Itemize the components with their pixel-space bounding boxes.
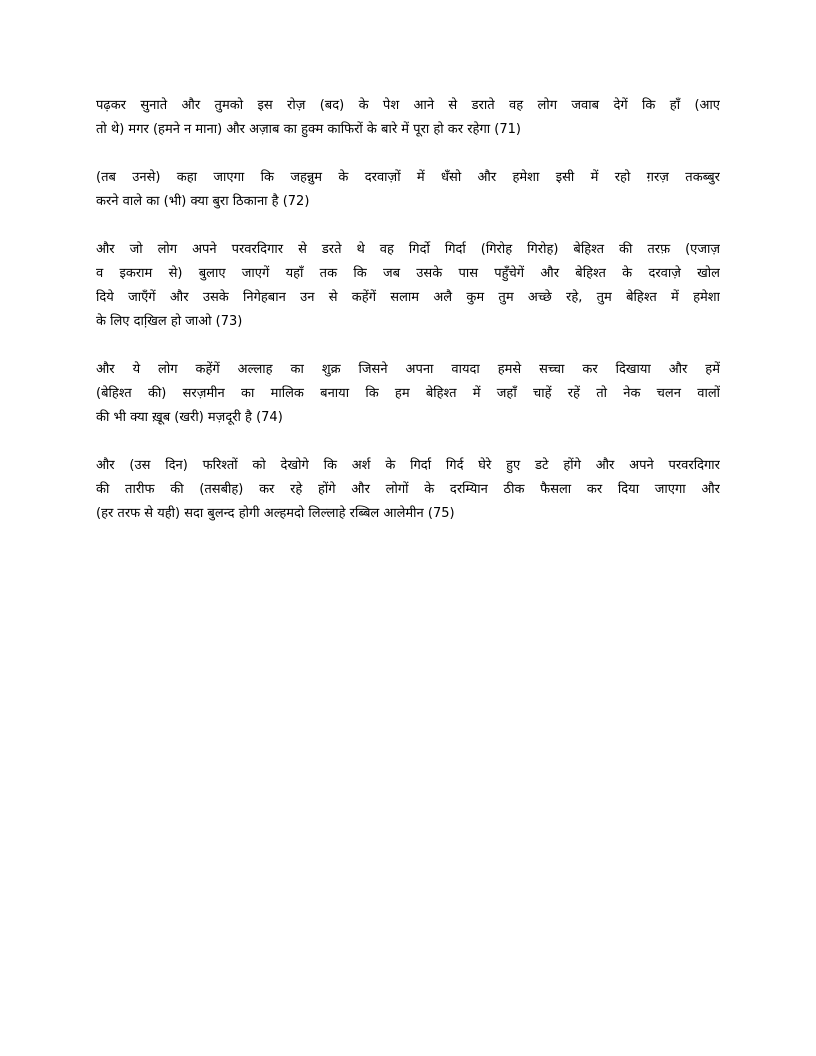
text-line: दिये जाएँगें और उसके निगेहबान उन से कहेंगें सलाम अलै कुम तुम अच्छे रहे, तुम बेहिश्त में हमेशा — [96, 290, 720, 305]
text-line: की तारीफ की (तसबीह) कर रहे होंगे और लोगों के दरम्यिान ठीक फैसला कर दिया जाएगा और — [96, 482, 720, 497]
paragraph-verse-71 — [96, 94, 720, 142]
paragraph-verse-72 — [96, 166, 720, 214]
paragraph-verse-75 — [96, 454, 720, 526]
text-line: (तब उनसे) कहा जाएगा कि जहन्नुम के दरवाज़ों में धँसो और हमेशा इसी में रहो ग़रज़ तकब्बुर — [96, 170, 720, 185]
paragraph-verse-73 — [96, 238, 720, 334]
text-line: (हर तरफ से यही) सदा बुलन्द होगी अल्हमदो लिल्लाहे रब्बिल आलेमीन (75) — [96, 506, 455, 521]
text-line: करने वाले का (भी) क्या बुरा ठिकाना है (72) — [96, 194, 310, 209]
text-line: व इकराम से) बुलाए जाएगें यहाँ तक कि जब उसके पास पहुँचेगें और बेहिश्त के दरवाजे़ खोल — [96, 266, 720, 281]
text-line: और जो लोग अपने परवरदिगार से डरते थे वह गिर्दो गिर्दा (गिरोह गिरोह) बेहिश्त की तरफ़ (एजाज़ — [96, 242, 720, 257]
text-line: और ये लोग कहेंगें अल्लाह का शुक्र जिसने अपना वायदा हमसे सच्चा कर दिखाया और हमें — [96, 362, 720, 377]
text-line: की भी क्या ख़ूब (खरी) मज़दूरी है (74) — [96, 410, 283, 425]
text-line: (बेहिश्त की) सरज़मीन का मालिक बनाया कि हम बेहिश्त में जहाँ चाहें रहें तो नेक चलन वालों — [96, 386, 720, 401]
text-line: और (उस दिन) फरिश्तों को देखोगे कि अर्श के गिर्दा गिर्द घेरे हुए डटे होंगे और अपने परवरदिगार — [96, 458, 720, 473]
text-line: तो थे) मगर (हमने न माना) और अज़ाब का हुक्म काफिरों के बारे में पूरा हो कर रहेगा (71) — [96, 122, 521, 137]
document-body — [96, 94, 720, 550]
text-line: पढ़कर सुनाते और तुमको इस रोज़ (बद) के पेश आने से डराते वह लोग जवाब देगें कि हाँ (आए — [96, 98, 720, 113]
paragraph-verse-74 — [96, 358, 720, 430]
text-line: के लिए दाखि़ल हो जाओ (73) — [96, 314, 243, 329]
